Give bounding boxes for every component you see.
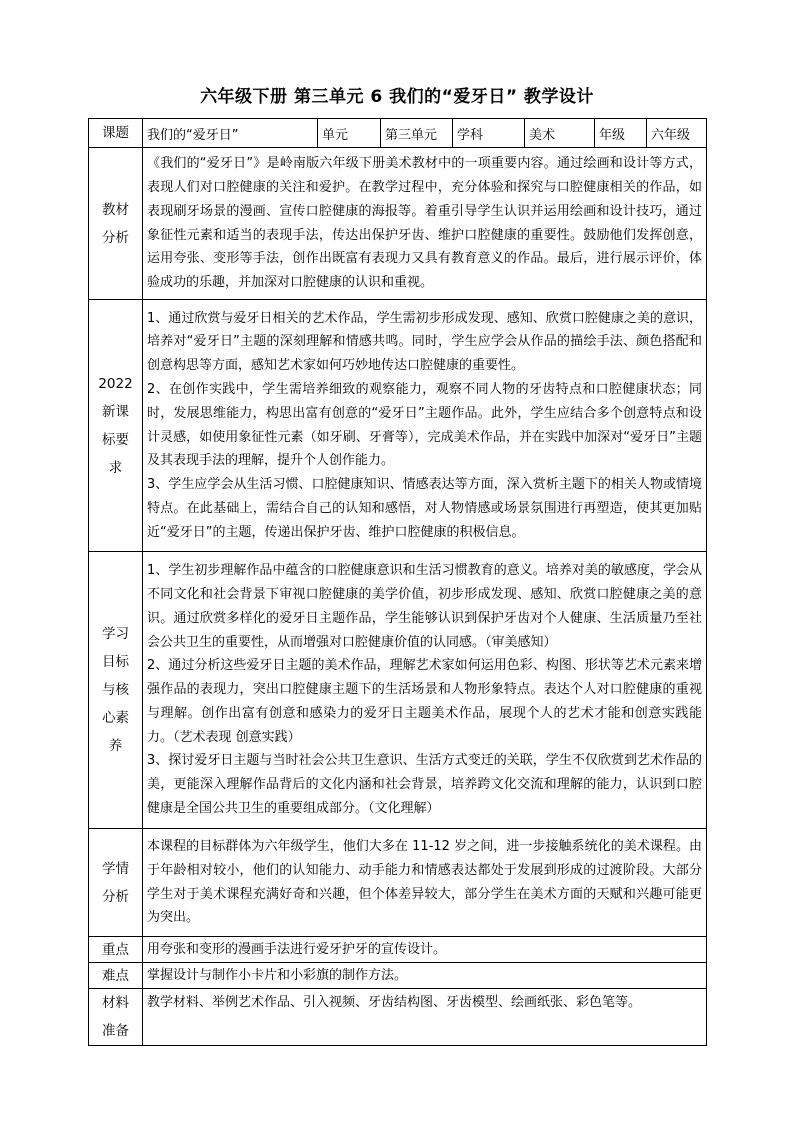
difficulty-row bbox=[89, 963, 707, 989]
document-title: 六年级下册 第三单元 6 我们的“爱牙日” 教学设计 bbox=[200, 87, 594, 107]
subject-value: 美术 bbox=[525, 119, 595, 148]
unit-label: 单元 bbox=[318, 119, 381, 148]
materials-row bbox=[89, 989, 707, 1046]
subject-label: 学科 bbox=[453, 119, 525, 148]
materials-label: 材料 准备 bbox=[89, 989, 143, 1046]
learners-paragraph: 本课程的目标群体为六年级学生，他们大多在 11-12 岁之间，进一步接触系统化的美术课程。由于年龄相对较小，他们的认知能力、动手能力和情感表达都处于发展到形成的过渡阶段。大部分学生对于美术课程充满好奇和兴趣，但个体差异较大，部分学生在美术方面的天赋和兴趣可能更为突出。 bbox=[147, 838, 702, 926]
goals-paragraph-1: 1、学生初步理解作品中蕴含的口腔健康意识和生活习惯教育的意义。培养对美的敏感度，学会从不同文化和社会背景下审视口腔健康的美学价值，初步形成发现、感知、欣赏口腔健康之美的意识。通过欣赏多样化的爱牙日主题作品，学生能够认识到保护牙齿对个人健康、生活质量乃至社会公共卫生的重要性，从而增强对口腔健康价值的认同感。（审美感知） bbox=[147, 563, 702, 650]
learner-analysis-content bbox=[143, 829, 707, 937]
textbook-analysis-row bbox=[89, 148, 707, 300]
topic-label: 课题 bbox=[89, 119, 143, 148]
materials-content: 教学材料、举例艺术作品、引入视频、牙齿结构图、牙齿模型、绘画纸张、彩色笔等。 bbox=[143, 989, 707, 1046]
goals-paragraph-2: 2、通过分析这些爱牙日主题的美术作品，理解艺术家如何运用色彩、构图、形状等艺术元素来增强作品的表现力，突出口腔健康主题下的生活场景和人物形象特点。表达个人对口腔健康的重视与理解。创作出富有创意和感染力的爱牙日主题美术作品，展现个人的艺术才能和创意实践能力。（艺术表现 创意实践） bbox=[147, 658, 702, 745]
key-point-label: 重点 bbox=[89, 937, 143, 963]
curriculum-standards-row bbox=[89, 300, 707, 552]
header-row bbox=[89, 119, 707, 148]
goals-paragraph-3: 3、探讨爱牙日主题与当时社会公共卫生意识、生活方式变迁的关联，学生不仅欣赏到艺术作品的美，更能深入理解作品背后的文化内涵和社会背景，培养跨文化交流和理解的能力，认识到口腔健康是全国公共卫生的重要组成部分。（文化理解） bbox=[147, 753, 702, 817]
textbook-analysis-label: 教材 分析 bbox=[89, 148, 143, 300]
topic-value: 我们的“爱牙日” bbox=[143, 119, 318, 148]
standards-paragraph-2: 2、在创作实践中，学生需培养细致的观察能力，观察不同人物的牙齿特点和口腔健康状态；同时，发展思维能力，构思出富有创意的“爱牙日”主题作品。此外，学生应结合多个创意特点和设计灵感，如使用象征性元素（如牙刷、牙膏等），完成美术作品，并在实践中加深对“爱牙日”主题及其表现手法的理解，提升个人创作能力。 bbox=[147, 381, 702, 469]
textbook-analysis-content bbox=[143, 148, 707, 300]
textbook-paragraph: 《我们的“爱牙日”》是岭南版六年级下册美术教材中的一项重要内容。通过绘画和设计等方式，表现人们对口腔健康的关注和爱护。在教学过程中，充分体验和探究与口腔健康相关的作品，如表现刷牙场景的漫画、宣传口腔健康的海报等。着重引导学生认识并运用绘画和设计技巧，通过象征性元素和适当的表现手法，传达出保护牙齿、维护口腔健康的重要性。鼓励他们发挥创意，运用夸张、变形等手法，创作出既富有表现力又具有教育意义的作品。最后，进行展示评价，体验成功的乐趣，并加深对口腔健康的认识和重视。 bbox=[147, 156, 702, 291]
learner-analysis-row bbox=[89, 829, 707, 937]
difficulty-label: 难点 bbox=[89, 963, 143, 989]
learning-goals-row bbox=[89, 552, 707, 829]
difficulty-content: 掌握设计与制作小卡片和小彩旗的制作方法。 bbox=[143, 963, 707, 989]
learning-goals-label: 学习 目标 与核 心素 养 bbox=[89, 552, 143, 829]
standards-paragraph-1: 1、通过欣赏与爱牙日相关的艺术作品，学生需初步形成发现、感知、欣赏口腔健康之美的意识，培养对“爱牙日”主题的深刻理解和情感共鸣。同时，学生应学会从作品的描绘手法、颜色搭配和创意构思等方面，感知艺术家如何巧妙地传达口腔健康的重要性。 bbox=[147, 310, 702, 374]
unit-value: 第三单元 bbox=[381, 119, 453, 148]
learner-analysis-label: 学情 分析 bbox=[89, 829, 143, 937]
curriculum-standards-content bbox=[143, 300, 707, 552]
learning-goals-content bbox=[143, 552, 707, 829]
lesson-plan-table bbox=[88, 118, 707, 1046]
key-point-content: 用夸张和变形的漫画手法进行爱牙护牙的宣传设计。 bbox=[143, 937, 707, 963]
curriculum-standards-label: 2022 新课 标要 求 bbox=[89, 300, 143, 552]
grade-value: 六年级 bbox=[647, 119, 707, 148]
key-point-row bbox=[89, 937, 707, 963]
standards-paragraph-3: 3、学生应学会从生活习惯、口腔健康知识、情感表达等方面，深入赏析主题下的相关人物或情境特点。在此基础上，需结合自己的认知和感悟，对人物情感或场景氛围进行再塑造，使其更加贴近“爱牙日”的主题，传递出保护牙齿、维护口腔健康的积极信息。 bbox=[147, 477, 702, 540]
grade-label: 年级 bbox=[595, 119, 647, 148]
